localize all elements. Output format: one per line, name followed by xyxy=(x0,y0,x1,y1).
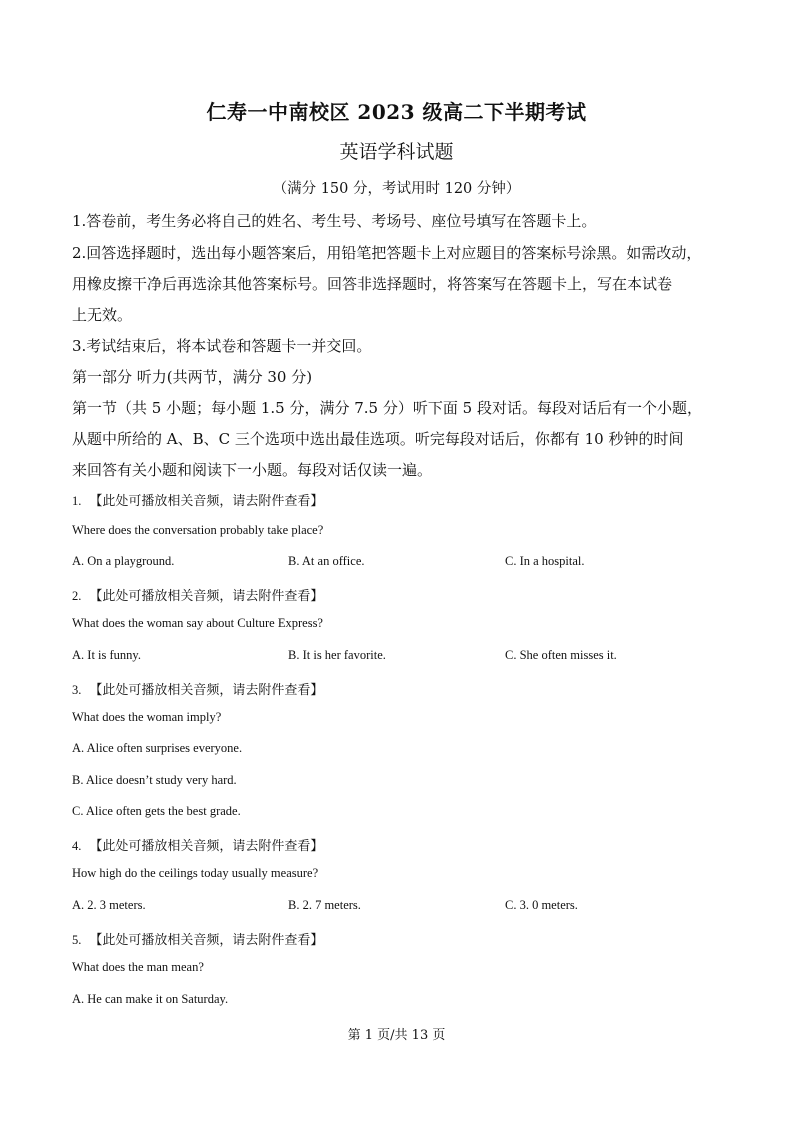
question-1-number: 1. xyxy=(72,494,82,508)
score-line: （满分 150 分，考试用时 120 分钟） xyxy=(272,181,521,197)
question-3-stem: What does the woman imply? xyxy=(72,710,222,724)
audio-attachment-link[interactable]: 【此处可播放相关音频，请去附件查看】 xyxy=(89,683,324,698)
question-2-number: 2. xyxy=(72,589,82,603)
question-3-option-c: C. Alice often gets the best grade. xyxy=(72,804,241,818)
question-1-header xyxy=(72,490,323,509)
question-2-header xyxy=(72,585,323,604)
section1-line-1: 第一节（共 5 小题；每小题 1.5 分，满分 7.5 分）听下面 5 段对话。每段对话后有一个小题， xyxy=(72,399,702,417)
question-2-option-b: B. It is her favorite. xyxy=(288,648,386,662)
question-4-option-a: A. 2. 3 meters. xyxy=(72,898,146,912)
question-1-stem: Where does the conversation probably take place? xyxy=(72,523,324,537)
question-5-header xyxy=(72,929,323,948)
question-4-option-b: B. 2. 7 meters. xyxy=(288,898,361,912)
instruction-3: 3.考试结束后，将本试卷和答题卡一并交回。 xyxy=(72,337,372,355)
question-4-stem: How high do the ceilings today usually measure? xyxy=(72,866,319,880)
question-4-option-c: C. 3. 0 meters. xyxy=(505,898,578,912)
audio-attachment-link[interactable]: 【此处可播放相关音频，请去附件查看】 xyxy=(89,933,324,948)
question-4-header xyxy=(72,835,323,854)
question-5-number: 5. xyxy=(72,933,82,947)
instruction-2-cont: 用橡皮擦干净后再选涂其他答案标号。回答非选择题时，将答案写在答题卡上，写在本试卷 xyxy=(72,275,673,293)
question-5-stem: What does the man mean? xyxy=(72,960,204,974)
instruction-1: 1.答卷前，考生务必将自己的姓名、考生号、考场号、座位号填写在答题卡上。 xyxy=(72,212,597,230)
question-3-option-b: B. Alice doesn’t study very hard. xyxy=(72,773,237,787)
section1-line-3: 来回答有关小题和阅读下一小题。每段对话仅读一遍。 xyxy=(72,461,433,479)
question-3-number: 3. xyxy=(72,683,82,697)
question-3-option-a: A. Alice often surprises everyone. xyxy=(72,741,243,755)
part1-heading: 第一部分 听力(共两节，满分 30 分) xyxy=(72,368,313,386)
question-5-option-a: A. He can make it on Saturday. xyxy=(72,992,229,1006)
audio-attachment-link[interactable]: 【此处可播放相关音频，请去附件查看】 xyxy=(89,839,324,854)
question-1-option-b: B. At an office. xyxy=(288,554,365,568)
instruction-2: 2.回答选择题时，选出每小题答案后，用铅笔把答题卡上对应题目的答案标号涂黑。如需改动， xyxy=(72,244,702,262)
question-2-option-c: C. She often misses it. xyxy=(505,648,617,662)
exam-title: 仁寿一中南校区 2023 级高二下半期考试 xyxy=(206,100,587,124)
question-1-option-a: A. On a playground. xyxy=(72,554,175,568)
section1-line-2: 从题中所给的 A、B、C 三个选项中选出最佳选项。听完每段对话后，你都有 10 秒钟的时间 xyxy=(72,430,684,448)
question-2-stem: What does the woman say about Culture Express? xyxy=(72,616,323,630)
instruction-2-end: 上无效。 xyxy=(72,306,133,324)
exam-subject: 英语学科试题 xyxy=(339,141,454,163)
audio-attachment-link[interactable]: 【此处可播放相关音频，请去附件查看】 xyxy=(89,589,324,604)
question-1-option-c: C. In a hospital. xyxy=(505,554,585,568)
page-footer: 第 1 页/共 13 页 xyxy=(347,1028,446,1043)
question-2-option-a: A. It is funny. xyxy=(72,648,141,662)
audio-attachment-link[interactable]: 【此处可播放相关音频，请去附件查看】 xyxy=(89,494,324,509)
question-4-number: 4. xyxy=(72,839,82,853)
question-3-header xyxy=(72,679,323,698)
